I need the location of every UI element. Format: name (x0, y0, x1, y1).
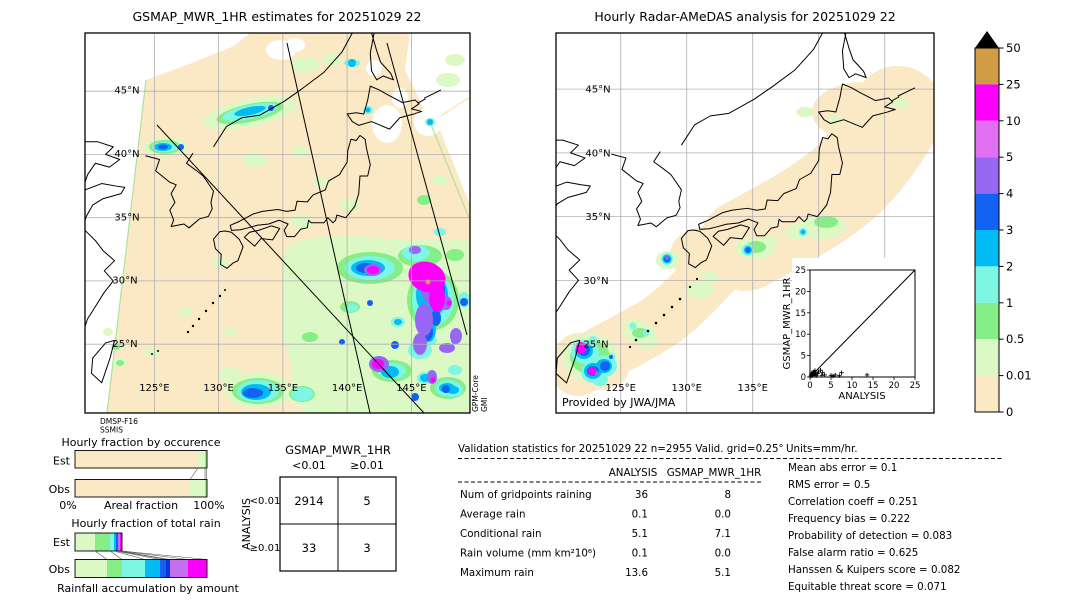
svg-text:Num of gridpoints raining: Num of gridpoints raining (460, 489, 592, 501)
svg-text:2: 2 (1006, 259, 1014, 274)
svg-text:RMS error = 0.5: RMS error = 0.5 (788, 479, 871, 491)
contingency-row-axis: ANALYSIS (240, 498, 253, 550)
svg-text:25: 25 (795, 266, 806, 276)
validation-stats (458, 443, 1002, 593)
svg-text:8: 8 (724, 489, 731, 501)
svg-text:Frequency bias = 0.222: Frequency bias = 0.222 (788, 513, 911, 525)
svg-text:25°N: 25°N (112, 338, 138, 350)
svg-text:30°N: 30°N (112, 275, 138, 287)
svg-text:Equitable threat score = 0.07: Equitable threat score = 0.071 (788, 581, 947, 593)
colorbar-ticks (1000, 48, 1004, 412)
svg-text:Conditional rain: Conditional rain (460, 528, 542, 540)
stats-rows (460, 489, 731, 579)
colorbar-labels (1006, 41, 1032, 419)
scatter-xlabel: ANALYSIS (838, 391, 886, 402)
contingency-col-1: ≥0.01 (350, 459, 384, 472)
svg-text:0.1: 0.1 (631, 547, 648, 560)
left-sensor-name: DMSP-F16 (100, 417, 138, 426)
scatter-ylabel: GSMAP_MWR_1HR (782, 277, 793, 370)
svg-text:20: 20 (888, 381, 900, 391)
svg-text:10: 10 (846, 381, 858, 391)
svg-text:130°E: 130°E (671, 383, 702, 394)
svg-text:7.1: 7.1 (714, 528, 731, 540)
occurrence-est-bar (75, 451, 207, 469)
svg-text:Maximum rain: Maximum rain (460, 567, 534, 579)
total-rain-fraction-block (49, 517, 240, 595)
svg-text:35°N: 35°N (585, 212, 611, 224)
svg-text:125°E: 125°E (605, 383, 636, 394)
svg-text:Correlation coeff = 0.251: Correlation coeff = 0.251 (788, 496, 919, 508)
contingency-value-00: 2914 (294, 494, 324, 508)
total-rain-obs-label: Obs (48, 563, 70, 576)
svg-text:135°E: 135°E (267, 383, 299, 394)
svg-text:5.1: 5.1 (631, 528, 648, 540)
contingency-value-11: 3 (363, 541, 371, 555)
total-rain-title: Hourly fraction of total rain (71, 517, 221, 530)
svg-text:25°N: 25°N (583, 339, 609, 351)
total-rain-caption: Rainfall accumulation by amount (57, 582, 239, 595)
scatter-inset (782, 258, 933, 412)
stats-metrics (788, 462, 960, 593)
left-satellite-label: GPM-Core (471, 375, 480, 412)
svg-text:0.1: 0.1 (631, 508, 648, 521)
svg-text:30°N: 30°N (583, 275, 609, 287)
svg-text:25: 25 (1006, 77, 1021, 92)
svg-text:0: 0 (800, 373, 806, 383)
left-map (85, 33, 470, 413)
svg-text:140°E: 140°E (331, 383, 363, 394)
svg-text:40°N: 40°N (114, 149, 140, 160)
svg-text:10: 10 (1006, 113, 1021, 128)
occurrence-x0: 0% (59, 499, 77, 512)
svg-text:Average rain: Average rain (460, 508, 526, 521)
svg-text:5.1: 5.1 (714, 567, 731, 579)
svg-text:0.5: 0.5 (1006, 332, 1025, 347)
svg-text:5: 5 (800, 351, 806, 362)
svg-text:0.0: 0.0 (714, 508, 731, 521)
svg-text:125°E: 125°E (139, 383, 170, 394)
svg-text:Mean abs error = 0.1: Mean abs error = 0.1 (788, 462, 898, 474)
svg-text:10: 10 (795, 330, 806, 341)
occurrence-obs-bar (75, 480, 207, 498)
svg-text:130°E: 130°E (203, 383, 234, 394)
svg-text:145°E: 145°E (396, 383, 427, 394)
left-map-title: GSMAP_MWR_1HR estimates for 20251029 22 (132, 9, 422, 24)
total-rain-est-label: Est (53, 536, 70, 549)
svg-text:1: 1 (1006, 295, 1014, 310)
right-map-title: Hourly Radar-AMeDAS analysis for 20251029 22 (594, 9, 896, 24)
stats-col-gsmap: GSMAP_MWR_1HR (666, 467, 762, 479)
total-rain-connectors (95, 551, 207, 560)
occurrence-fraction-block (49, 436, 225, 512)
occurrence-obs-label: Obs (48, 483, 70, 496)
svg-text:3: 3 (1006, 223, 1014, 237)
contingency-value-01: 5 (363, 494, 371, 508)
occurrence-x100: 100% (193, 499, 225, 512)
left-sensor-instrument: SSMIS (100, 425, 123, 435)
occurrence-est-label: Est (53, 454, 70, 468)
svg-text:0.0: 0.0 (714, 547, 731, 560)
svg-text:25: 25 (909, 381, 921, 391)
contingency-value-10: 33 (301, 541, 317, 555)
svg-text:40°N: 40°N (585, 148, 611, 160)
svg-text:0: 0 (1006, 405, 1014, 419)
svg-text:36: 36 (634, 489, 648, 501)
left-instrument-label: GMI (480, 397, 489, 412)
colorbar-over-range-triangle (975, 31, 999, 48)
svg-text:5: 5 (1006, 150, 1014, 165)
svg-text:45°N: 45°N (114, 85, 140, 97)
svg-text:35°N: 35°N (114, 212, 140, 224)
svg-text:50: 50 (1006, 41, 1021, 55)
svg-text:Probability of detection = 0.: Probability of detection = 0.083 (788, 530, 953, 542)
svg-text:4: 4 (1006, 186, 1014, 201)
contingency-title: GSMAP_MWR_1HR (285, 443, 391, 457)
stats-units: Units=mm/hr. (786, 443, 858, 455)
svg-text:False alarm ratio = 0.625: False alarm ratio = 0.625 (788, 547, 919, 559)
total-rain-est-bar (75, 533, 122, 551)
contingency-table (240, 443, 396, 571)
svg-text:15: 15 (795, 308, 806, 319)
svg-text:Hanssen & Kuipers score = 0.0: Hanssen & Kuipers score = 0.082 (788, 564, 961, 576)
svg-text:15: 15 (867, 381, 879, 391)
attribution: Provided by JWA/JMA (562, 396, 676, 409)
contingency-row-1: ≥0.01 (249, 543, 281, 554)
svg-text:0: 0 (807, 381, 813, 391)
svg-text:135°E: 135°E (737, 383, 768, 394)
colorbar (975, 31, 1032, 419)
contingency-row-0: <0.01 (249, 496, 281, 507)
total-rain-obs-bar (75, 560, 207, 578)
stats-col-analysis: ANALYSIS (608, 467, 658, 479)
occurrence-title: Hourly fraction by occurence (61, 436, 221, 449)
occurrence-connectors (190, 468, 207, 480)
svg-text:13.6: 13.6 (625, 567, 648, 579)
contingency-col-0: <0.01 (292, 459, 326, 472)
stats-title: Validation statistics for 20251029 22 n=2955 Valid. grid=0.25° (458, 443, 784, 455)
svg-text:Rain volume (mm km²10⁶): Rain volume (mm km²10⁶) (460, 547, 597, 560)
svg-text:0.01: 0.01 (1006, 368, 1032, 383)
precip-heavy-core (426, 280, 431, 285)
svg-text:20: 20 (795, 287, 806, 298)
occurrence-xlabel: Areal fraction (103, 499, 179, 512)
svg-text:45°N: 45°N (585, 84, 611, 96)
svg-text:5: 5 (828, 381, 834, 391)
